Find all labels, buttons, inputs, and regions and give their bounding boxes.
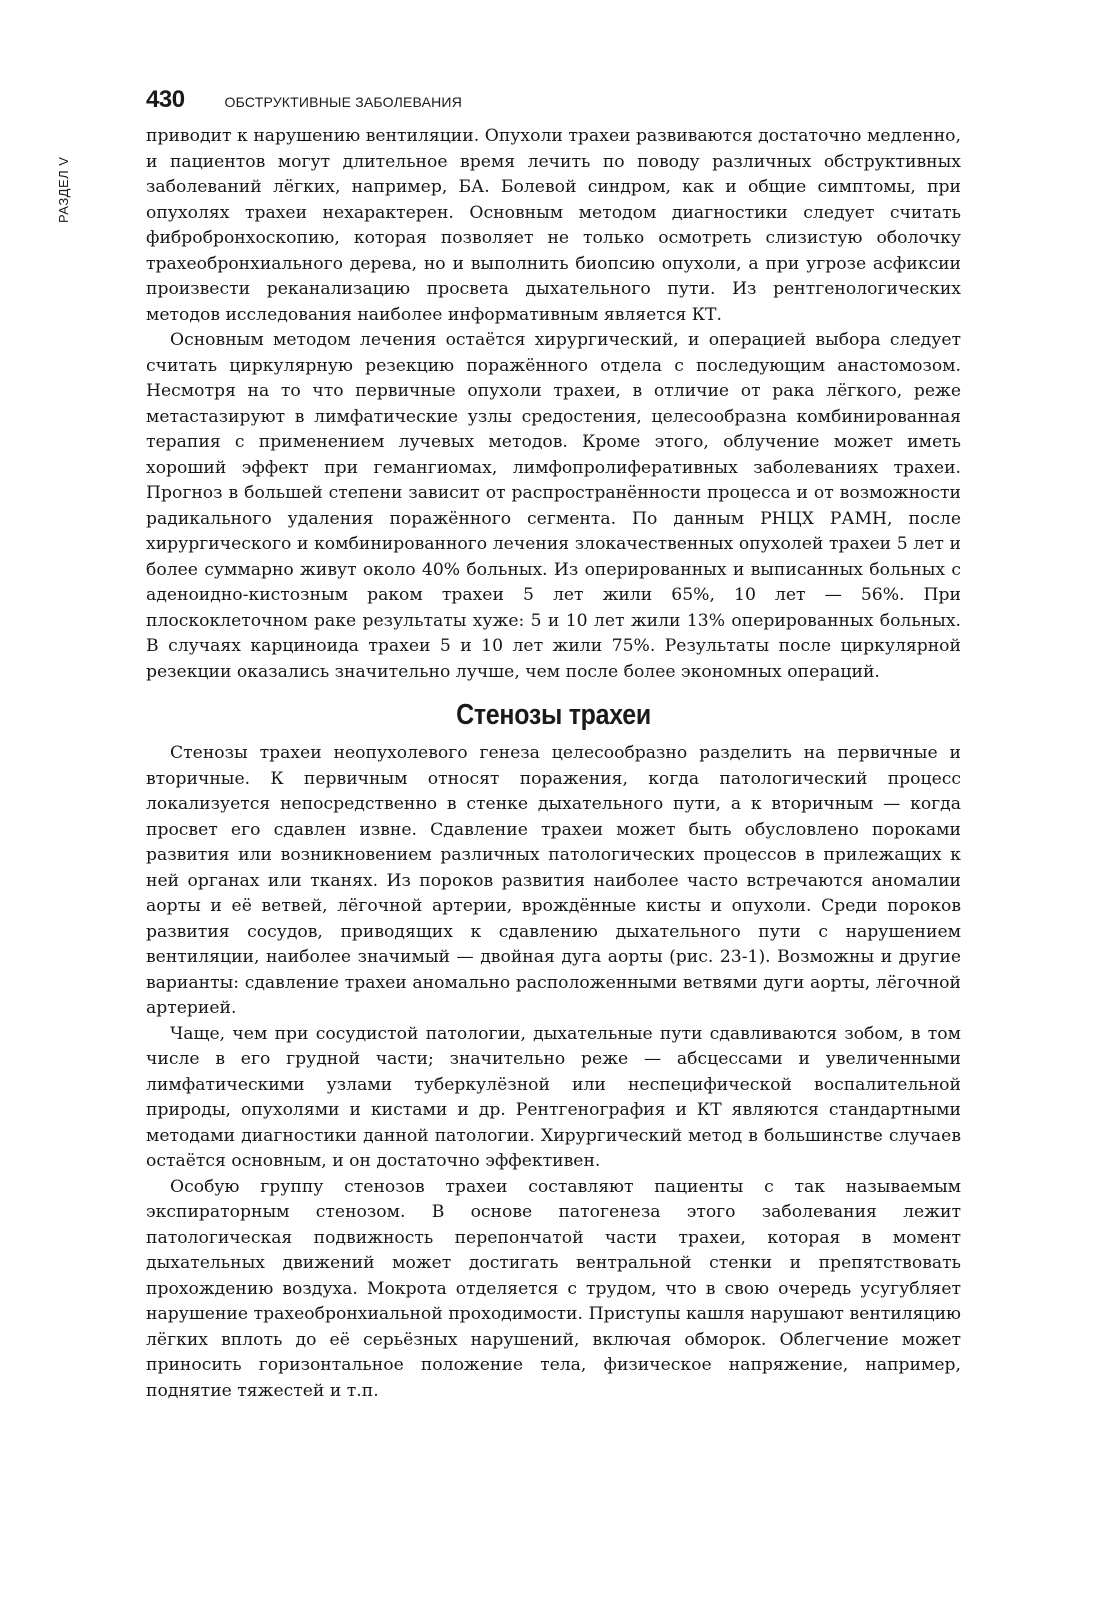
paragraph: Особую группу стенозов трахеи составляют пациенты с так называемым экспираторным стенозом. В основе патогенеза этого заболевания лежит патологическая подвижность перепончатой части трахеи, которая в момент дыхательных движений может достигать вентральной стенки и препятствовать прохождению воздуха. Мокрота отделяется с трудом, что в свою очередь усугубляет нарушение трахеобронхиальной проходимости. Приступы кашля нарушают вентиляцию лёгких вплоть до её серьёзных нарушений, включая обморок. Облегчение может приносить горизонтальное положение тела, физическое напряжение, например, поднятие тяжестей и т.п.	[146, 1176, 961, 1401]
body-text	[146, 124, 961, 1404]
section-side-label: РАЗДЕЛ V	[56, 156, 71, 224]
paragraph: Стенозы трахеи неопухолевого генеза целесообразно разделить на первичные и вторичные. К первичным относят поражения, когда патологический процесс локализуется непосредственно в стенке дыхательного пути, а к вторичным — когда просвет его сдавлен извне. Сдавление трахеи может быть обусловлено пороками развития или возникновением различных патологических процессов в прилежащих к ней органах или тканях. Из пороков развития наиболее часто встречаются аномалии аорты и её ветвей, лёгочной артерии, врождённые кисты и опухоли. Среди пороков развития сосудов, приводящих к сдавлению дыхательного пути с нарушением вентиляции, наиболее значимый — двойная дуга аорты (рис. 23-1). Возможны и другие варианты: сдавление трахеи аномально расположенными ветвями дуги аорты, лёгочной артерией.	[146, 743, 961, 1018]
running-head: ОБСТРУКТИВНЫЕ ЗАБОЛЕВАНИЯ	[224, 94, 463, 110]
paragraph: Чаще, чем при сосудистой патологии, дыхательные пути сдавливаются зобом, в том числе в его грудной части; значительно реже — абсцессами и увеличенными лимфатическими узлами туберкулёзной или неспецифической воспалительной природы, опухолями и кистами и др. Рентгенография и КТ являются стандартными методами диагностики данной патологии. Хирургический метод в большинстве случаев остаётся основным, и он достаточно эффективен.	[146, 1023, 961, 1171]
page-number: 430	[146, 86, 185, 113]
section-heading: Стенозы трахеи	[456, 699, 651, 731]
paragraph: Основным методом лечения остаётся хирургический, и операцией выбора следует считать циркулярную резекцию поражённого отдела с последующим анастомозом. Несмотря на то что первичные опухоли трахеи, в отличие от рака лёгкого, реже метастазируют в лимфатические узлы средостения, целесообразна комбинированная терапия с применением лучевых методов. Кроме этого, облучение может иметь хороший эффект при гемангиомах, лимфопролиферативных заболеваниях трахеи. Прогноз в большей степени зависит от распространённости процесса и от возможности радикального удаления поражённого сегмента. По данным РНЦХ РАМН, после хирургического и комбинированного лечения злокачественных опухолей трахеи 5 лет и более суммарно живут около 40% больных. Из оперированных и выписанных больных с аденоидно-кистозным раком трахеи 5 лет жили 65%, 10 лет — 56%. При плоскоклеточном раке результаты хуже: 5 и 10 лет жили 13% оперированных больных. В случаях карциноида трахеи 5 и 10 лет жили 75%. Результаты после циркулярной резекции оказались значительно лучше, чем после более экономных операций.	[146, 330, 961, 682]
paragraph: приводит к нарушению вентиляции. Опухоли трахеи развиваются достаточно медленно, и пациентов могут длительное время лечить по поводу различных обструктивных заболеваний лёгких, например, БА. Болевой синдром, как и общие симптомы, при опухолях трахеи нехарактерен. Основным методом диагностики следует считать фибробронхоскопию, которая позволяет не только осмотреть слизистую оболочку трахеобронхиального дерева, но и выполнить биопсию опухоли, а при угрозе асфиксии произвести реканализацию просвета дыхательного пути. Из рентгенологических методов исследования наиболее информативным является КТ.	[146, 126, 961, 325]
page-header	[146, 86, 462, 116]
